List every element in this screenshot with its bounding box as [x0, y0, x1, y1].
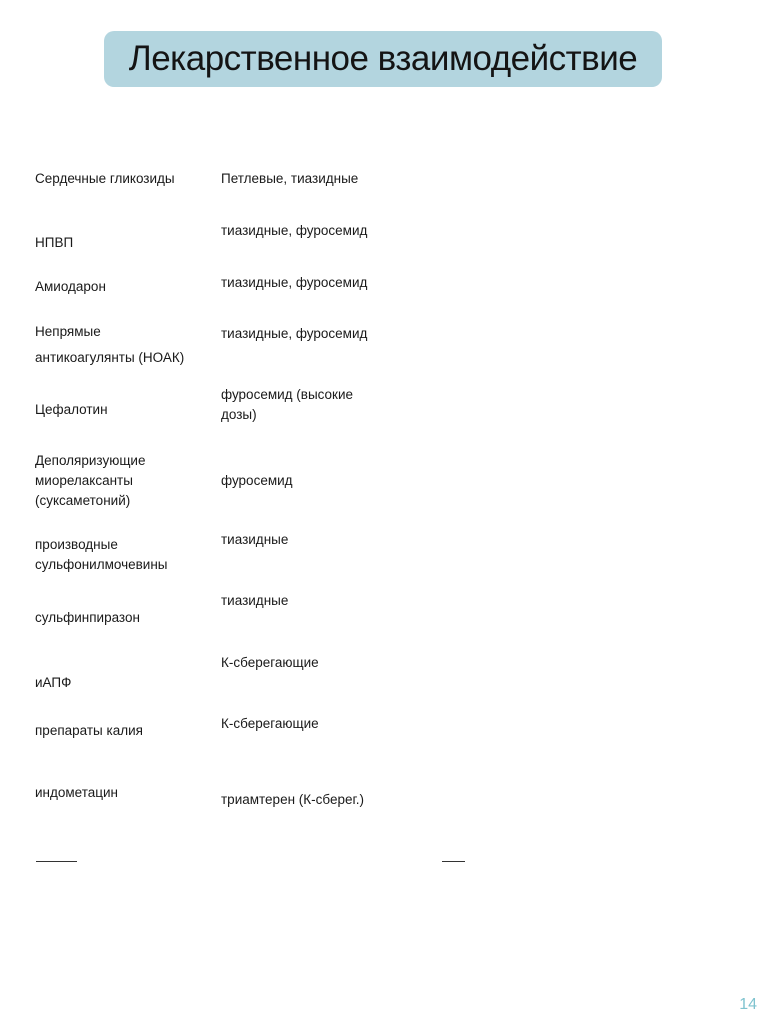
- interaction-cell: [221, 169, 358, 189]
- drug-line: НПВП: [35, 235, 74, 250]
- interaction-line: тиазидные, фуросемид: [221, 326, 368, 341]
- drug-cell: [35, 400, 108, 420]
- drug-line: (суксаметоний): [35, 493, 131, 508]
- interaction-line: тиазидные: [221, 593, 289, 608]
- drug-line: иАПФ: [35, 675, 72, 690]
- drug-cell: [35, 673, 71, 693]
- interaction-cell: [221, 790, 364, 810]
- interaction-cell: [221, 471, 293, 491]
- interaction-line: триамтерен (К-сберег.): [221, 792, 365, 807]
- page-title: Лекарственное взаимодействие: [128, 39, 638, 78]
- drug-cell: [35, 721, 143, 741]
- interaction-cell: [221, 714, 319, 734]
- interaction-cell: [221, 591, 288, 611]
- interaction-line: тиазидные: [221, 532, 289, 547]
- drug-line: индометацин: [35, 785, 118, 800]
- drug-cell: [35, 169, 175, 189]
- drug-line: производные: [35, 537, 118, 552]
- title-banner: [104, 31, 662, 87]
- interaction-line: фуросемид (высокие: [221, 387, 354, 402]
- drug-line: сульфонилмочевины: [35, 557, 168, 572]
- drug-line: миорелаксанты: [35, 473, 133, 488]
- drug-line: сульфинпиразон: [35, 610, 140, 625]
- page-number: 14: [739, 996, 757, 1013]
- drug-cell: [35, 783, 118, 803]
- interaction-line: тиазидные, фуросемид: [221, 275, 368, 290]
- interaction-line: дозы): [221, 407, 257, 422]
- drug-cell: [35, 535, 168, 575]
- interaction-cell: [221, 273, 367, 293]
- drug-cell: [35, 277, 106, 297]
- drug-cell: [35, 451, 145, 511]
- footnote-rule: [36, 861, 77, 862]
- interaction-line: Петлевые, тиазидные: [221, 171, 359, 186]
- drug-line: Цефалотин: [35, 402, 108, 417]
- drug-line: препараты калия: [35, 723, 143, 738]
- interaction-cell: [221, 324, 367, 344]
- interaction-line: К-сберегающие: [221, 655, 319, 670]
- interaction-line: тиазидные, фуросемид: [221, 223, 368, 238]
- interaction-cell: [221, 221, 367, 241]
- interaction-line: К-сберегающие: [221, 716, 319, 731]
- drug-line: Амиодарон: [35, 279, 106, 294]
- drug-cell: [35, 608, 140, 628]
- interaction-line: фуросемид: [221, 473, 293, 488]
- drug-line: Непрямые: [35, 324, 101, 339]
- drug-line: Сердечные гликозиды: [35, 171, 175, 186]
- interaction-cell: [221, 385, 353, 425]
- interaction-cell: [221, 530, 288, 550]
- drug-line: Деполяризующие: [35, 453, 146, 468]
- drug-line: антикоагулянты (НОАК): [35, 350, 185, 365]
- interaction-cell: [221, 653, 319, 673]
- drug-cell: [35, 319, 184, 371]
- drug-cell: [35, 233, 73, 253]
- footnote-rule: [442, 861, 465, 862]
